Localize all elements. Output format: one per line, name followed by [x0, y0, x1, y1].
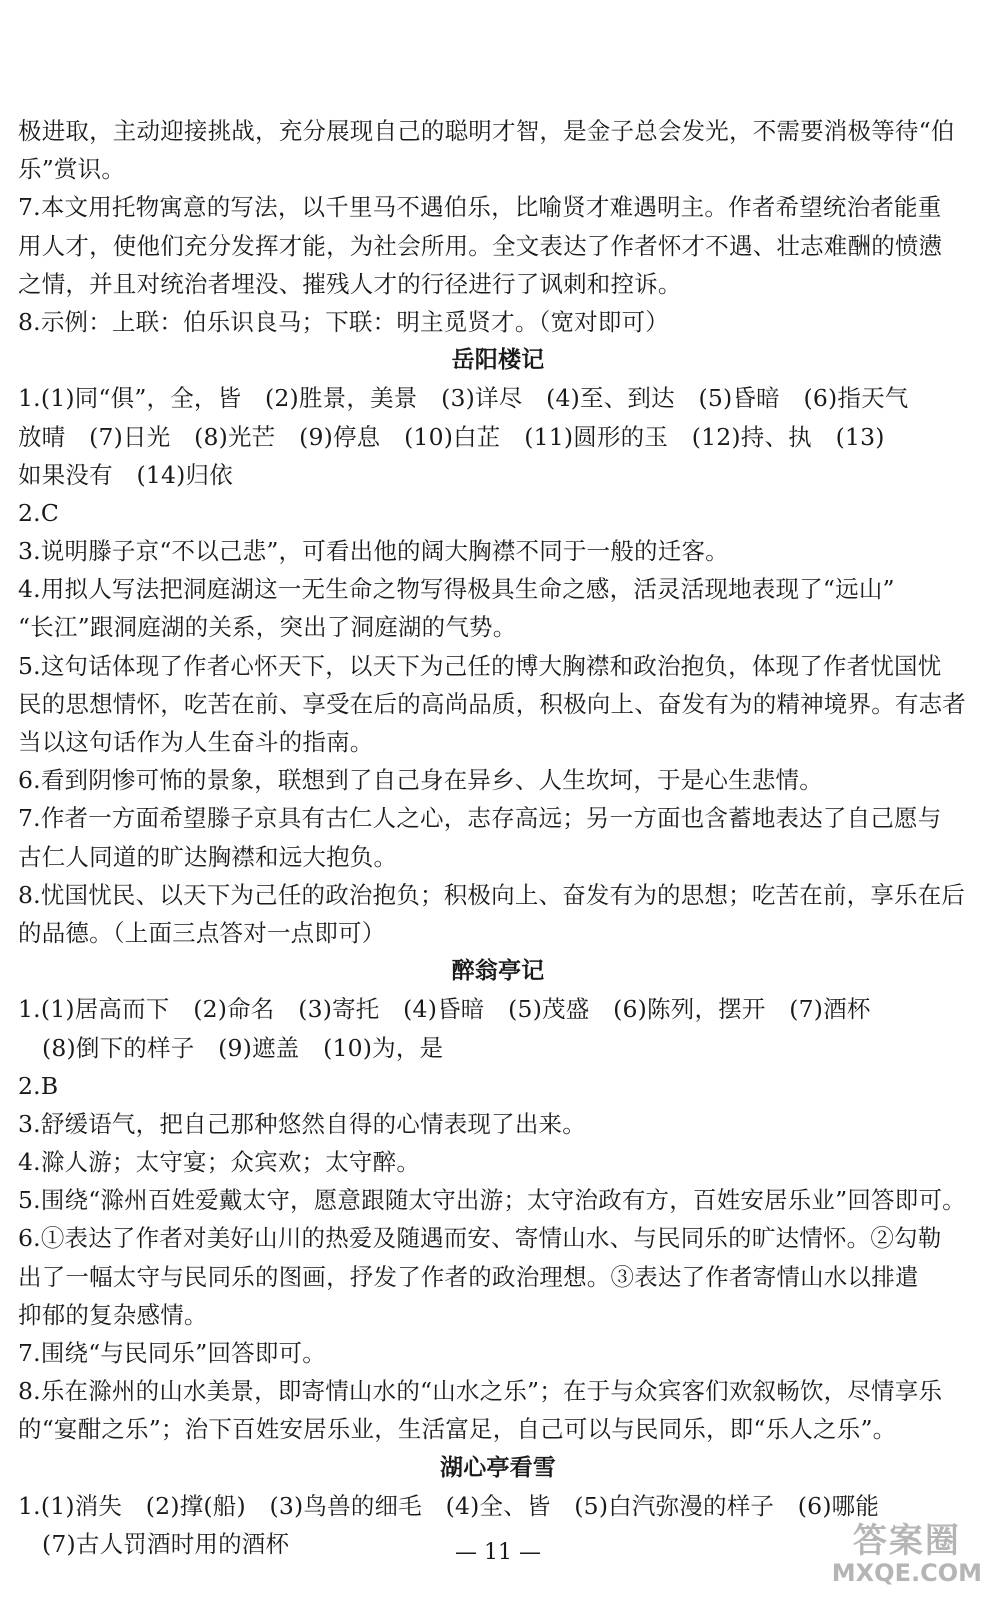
text-line: 1.(1)居高而下 (2)命名 (3)寄托 (4)昏暗 (5)茂盛 (6)陈列，摆开 (7)酒杯: [18, 995, 871, 1024]
text-line: 当以这句话作为人生奋斗的指南。: [18, 728, 374, 756]
text-line: 8.乐在滁州的山水美景，即寄情山水的“山水之乐”；在于与众宾客们欢叙畅饮，尽情享乐: [18, 1377, 943, 1406]
text-line: 2.B: [18, 1071, 59, 1100]
text-line: 的“宴酣之乐”；治下百姓安居乐业，生活富足，自己可以与民同乐，即“乐人之乐”。: [18, 1415, 897, 1444]
text-line: 1.(1)同“俱”，全，皆 (2)胜景，美景 (3)详尽 (4)至、到达 (5)昏暗 (6)指天气: [18, 384, 909, 413]
text-line: 的品德。（上面三点答对一点即可）: [18, 918, 386, 947]
text-line: 3.说明滕子京“不以己悲”，可看出他的阔大胸襟不同于一般的迁客。: [18, 537, 729, 566]
text-line: 7.作者一方面希望滕子京具有古仁人之心，志存高远；另一方面也含蓄地表达了自己愿与: [18, 804, 942, 833]
text-line: 民的思想情怀，吃苦在前、享受在后的高尚品质，积极向上、奋发有为的精神境界。有志者: [18, 689, 966, 718]
text-line: 7.本文用托物寓意的写法，以千里马不遇伯乐，比喻贤才难遇明主。作者希望统治者能重: [18, 193, 942, 222]
text-line: (8)倒下的样子 (9)遮盖 (10)为，是: [42, 1033, 444, 1062]
text-line: (7)古人罚酒时用的酒杯: [42, 1529, 290, 1558]
text-line: 2.C: [18, 498, 60, 527]
page-number: — 11 —: [455, 1540, 541, 1565]
text-line: 出了一幅太守与民同乐的图画，抒发了作者的政治理想。③表达了作者寄情山水以排遣: [18, 1262, 919, 1291]
watermark-logo: [832, 1522, 982, 1586]
text-line: 如果没有 (14)归依: [18, 460, 233, 489]
text-line: 放晴 (7)日光 (8)光芒 (9)停息 (10)白芷 (11)圆形的玉 (12)持、执 (13): [18, 422, 885, 451]
text-line: 抑郁的复杂感情。: [18, 1300, 208, 1329]
text-line: “长江”跟洞庭湖的关系，突出了洞庭湖的气势。: [18, 613, 517, 642]
text-line: 极进取，主动迎接挑战，充分展现自己的聪明才智，是金子总会发光，不需要消极等待“伯: [18, 117, 955, 145]
text-line: 6.看到阴惨可怖的景象，联想到了自己身在异乡、人生坎坷，于是心生悲情。: [18, 766, 823, 795]
text-line: 5.这句话体现了作者心怀天下，以天下为己任的博大胸襟和政治抱负，体现了作者忧国忧: [18, 651, 942, 680]
watermark-url: MXQE.COM: [831, 1559, 982, 1587]
text-line: 3.舒缓语气，把自己那种悠然自得的心情表现了出来。: [18, 1109, 586, 1138]
section-title: 岳阳楼记: [451, 346, 545, 374]
text-line: 8.忧国忧民、以天下为己任的政治抱负；积极向上、奋发有为的思想；吃苦在前，享乐在后: [18, 880, 966, 909]
watermark-title: 答案圈: [852, 1521, 961, 1561]
text-line: 7.围绕“与民同乐”回答即可。: [18, 1339, 326, 1367]
text-line: 4.用拟人写法把洞庭湖这一无生命之物写得极具生命之感，活灵活现地表现了“远山”: [18, 575, 895, 604]
section-title: 湖心亭看雪: [440, 1453, 556, 1481]
answer-text-body: [18, 112, 978, 1563]
text-line: 用人才，使他们充分发挥才能，为社会所用。全文表达了作者怀才不遇、壮志难酬的愤懑: [18, 231, 943, 260]
text-line: 之情，并且对统治者埋没、摧残人才的行径进行了讽刺和控诉。: [18, 269, 682, 298]
text-line: 5.围绕“滁州百姓爱戴太守，愿意跟随太守出游；太守治政有方，百姓安居乐业”回答即可。: [18, 1186, 966, 1215]
text-line: 6.①表达了作者对美好山川的热爱及随遇而安、寄情山水、与民同乐的旷达情怀。②勾勒: [18, 1224, 942, 1253]
text-line: 1.(1)消失 (2)撑(船) (3)鸟兽的细毛 (4)全、皆 (5)白汽弥漫的样子 (6)哪能: [18, 1491, 880, 1520]
text-line: 乐”赏识。: [18, 155, 126, 184]
text-line: 8.示例：上联：伯乐识良马；下联：明主觅贤才。（宽对即可）: [18, 307, 669, 336]
section-title: 醉翁亭记: [451, 957, 545, 985]
text-line: 4.滁人游；太守宴；众宾欢；太守醉。: [18, 1148, 421, 1177]
text-line: 古仁人同道的旷达胸襟和远大抱负。: [18, 842, 398, 871]
